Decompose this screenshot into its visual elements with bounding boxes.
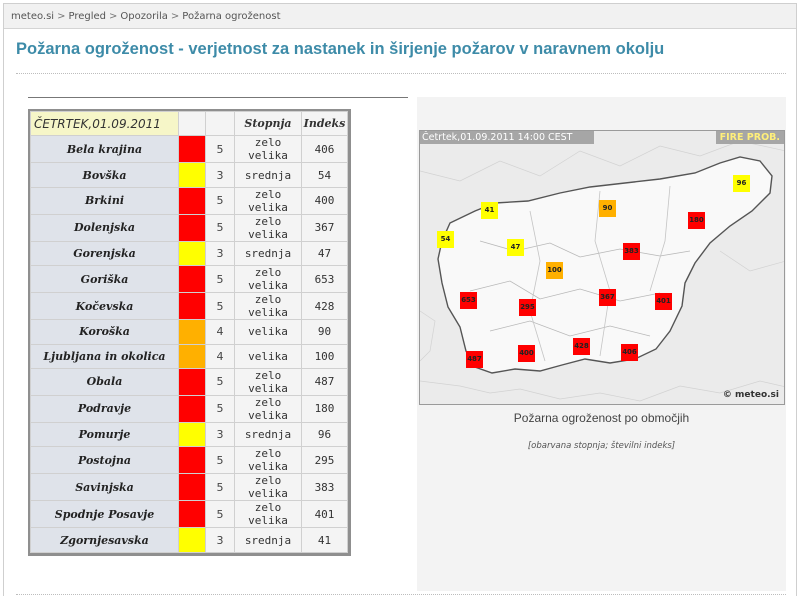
fire-map[interactable] <box>419 130 785 405</box>
danger-stopnja: velika <box>235 320 302 344</box>
title-divider <box>16 73 786 74</box>
map-marker: 41 <box>481 202 498 219</box>
danger-level: 5 <box>206 214 235 241</box>
danger-color-swatch <box>179 266 206 293</box>
danger-index: 47 <box>302 241 348 265</box>
danger-level: 5 <box>206 293 235 320</box>
region-name: Ljubljana in okolica <box>31 344 179 368</box>
map-marker: 367 <box>599 289 616 306</box>
danger-level: 4 <box>206 344 235 368</box>
region-name: Spodnje Posavje <box>31 501 179 528</box>
table-row <box>31 368 348 395</box>
danger-stopnja: zelo velika <box>235 293 302 320</box>
danger-stopnja: zelo velika <box>235 266 302 293</box>
danger-color-swatch <box>179 447 206 474</box>
danger-color-swatch <box>179 368 206 395</box>
danger-color-swatch <box>179 344 206 368</box>
region-name: Obala <box>31 368 179 395</box>
danger-color-swatch <box>179 163 206 187</box>
table-row <box>31 187 348 214</box>
danger-color-swatch <box>179 136 206 163</box>
danger-level: 5 <box>206 447 235 474</box>
region-name: Savinjska <box>31 474 179 501</box>
table-row <box>31 422 348 446</box>
region-name: Goriška <box>31 266 179 293</box>
region-name: Gorenjska <box>31 241 179 265</box>
region-name: Postojna <box>31 447 179 474</box>
danger-index: 653 <box>302 266 348 293</box>
breadcrumb-separator: > <box>109 11 118 22</box>
danger-stopnja: zelo velika <box>235 474 302 501</box>
danger-color-swatch <box>179 528 206 552</box>
map-marker: 54 <box>437 231 454 248</box>
table-row <box>31 293 348 320</box>
breadcrumb <box>4 4 796 29</box>
map-type-tag: FIRE PROB. <box>716 131 784 144</box>
breadcrumb-separator: > <box>170 11 180 22</box>
danger-index: 54 <box>302 163 348 187</box>
danger-index: 295 <box>302 447 348 474</box>
breadcrumb-opozorila-link[interactable]: Opozorila <box>120 11 168 22</box>
table-top-line <box>28 97 408 98</box>
page-title: Požarna ogroženost - verjetnost za nastanek in širjenje požarov v naravnem okolju <box>16 40 665 58</box>
map-marker: 100 <box>546 262 563 279</box>
danger-index: 100 <box>302 344 348 368</box>
map-legend-note: [obarvana stopnja; številni indeks] <box>527 441 676 451</box>
table-row <box>31 214 348 241</box>
danger-color-swatch <box>179 320 206 344</box>
table-row <box>31 320 348 344</box>
danger-stopnja: zelo velika <box>235 368 302 395</box>
danger-level: 5 <box>206 501 235 528</box>
map-marker: 406 <box>621 344 638 361</box>
map-caption: Požarna ogroženost po območjih <box>513 411 690 425</box>
region-name: Podravje <box>31 395 179 422</box>
danger-index: 383 <box>302 474 348 501</box>
danger-color-swatch <box>179 187 206 214</box>
table-row <box>31 344 348 368</box>
page-frame <box>3 3 797 596</box>
map-marker: 47 <box>507 239 524 256</box>
table-row <box>31 528 348 552</box>
table-row <box>31 474 348 501</box>
breadcrumb-home-link[interactable]: meteo.si <box>11 11 55 22</box>
region-name: Bela krajina <box>31 136 179 163</box>
region-name: Brkini <box>31 187 179 214</box>
map-copyright: © meteo.si <box>722 390 779 400</box>
danger-level: 5 <box>206 368 235 395</box>
breadcrumb-pregled-link[interactable]: Pregled <box>68 11 106 22</box>
table-row <box>31 447 348 474</box>
header-empty-cell <box>179 112 206 136</box>
danger-stopnja: velika <box>235 344 302 368</box>
danger-color-swatch <box>179 293 206 320</box>
map-marker: 295 <box>519 299 536 316</box>
danger-index: 400 <box>302 187 348 214</box>
region-name: Pomurje <box>31 422 179 446</box>
bottom-divider <box>16 594 786 595</box>
danger-stopnja: zelo velika <box>235 187 302 214</box>
breadcrumb-separator: > <box>57 11 66 22</box>
table-row <box>31 501 348 528</box>
table-header-row <box>31 112 348 136</box>
map-marker: 96 <box>733 175 750 192</box>
table-row <box>31 266 348 293</box>
danger-level: 3 <box>206 422 235 446</box>
danger-stopnja: srednja <box>235 241 302 265</box>
danger-stopnja: zelo velika <box>235 136 302 163</box>
table-row <box>31 136 348 163</box>
danger-stopnja: srednja <box>235 163 302 187</box>
region-name: Kočevska <box>31 293 179 320</box>
danger-index: 90 <box>302 320 348 344</box>
breadcrumb-current: Požarna ogroženost <box>182 11 281 22</box>
region-name: Koroška <box>31 320 179 344</box>
danger-level: 5 <box>206 395 235 422</box>
danger-stopnja: srednja <box>235 528 302 552</box>
map-marker: 487 <box>466 351 483 368</box>
map-marker: 653 <box>460 292 477 309</box>
danger-level: 5 <box>206 187 235 214</box>
danger-color-swatch <box>179 422 206 446</box>
table-date-label: ČETRTEK,01.09.2011 <box>31 112 179 136</box>
danger-stopnja: zelo velika <box>235 447 302 474</box>
danger-level: 3 <box>206 163 235 187</box>
header-empty-cell <box>206 112 235 136</box>
danger-color-swatch <box>179 395 206 422</box>
danger-level: 3 <box>206 241 235 265</box>
danger-level: 4 <box>206 320 235 344</box>
table-row <box>31 241 348 265</box>
danger-level: 5 <box>206 266 235 293</box>
fire-danger-table <box>28 109 351 556</box>
danger-stopnja: srednja <box>235 422 302 446</box>
danger-index: 96 <box>302 422 348 446</box>
danger-level: 5 <box>206 136 235 163</box>
danger-color-swatch <box>179 214 206 241</box>
map-marker: 383 <box>623 243 640 260</box>
map-date-header: Četrtek,01.09.2011 14:00 CEST <box>420 131 594 144</box>
danger-color-swatch <box>179 474 206 501</box>
danger-stopnja: zelo velika <box>235 214 302 241</box>
table-row <box>31 395 348 422</box>
danger-index: 406 <box>302 136 348 163</box>
table-row <box>31 163 348 187</box>
danger-stopnja: zelo velika <box>235 395 302 422</box>
region-name: Bovška <box>31 163 179 187</box>
map-marker: 180 <box>688 212 705 229</box>
danger-stopnja: zelo velika <box>235 501 302 528</box>
danger-index: 41 <box>302 528 348 552</box>
danger-index: 180 <box>302 395 348 422</box>
danger-level: 3 <box>206 528 235 552</box>
header-stopnja: Stopnja <box>235 112 302 136</box>
danger-color-swatch <box>179 501 206 528</box>
map-marker: 400 <box>518 345 535 362</box>
danger-index: 401 <box>302 501 348 528</box>
header-indeks: Indeks <box>302 112 348 136</box>
danger-index: 428 <box>302 293 348 320</box>
danger-color-swatch <box>179 241 206 265</box>
map-marker: 428 <box>573 338 590 355</box>
danger-index: 487 <box>302 368 348 395</box>
region-name: Zgornjesavska <box>31 528 179 552</box>
region-name: Dolenjska <box>31 214 179 241</box>
map-marker: 401 <box>655 293 672 310</box>
danger-index: 367 <box>302 214 348 241</box>
danger-level: 5 <box>206 474 235 501</box>
map-panel <box>417 97 786 591</box>
map-marker: 90 <box>599 200 616 217</box>
